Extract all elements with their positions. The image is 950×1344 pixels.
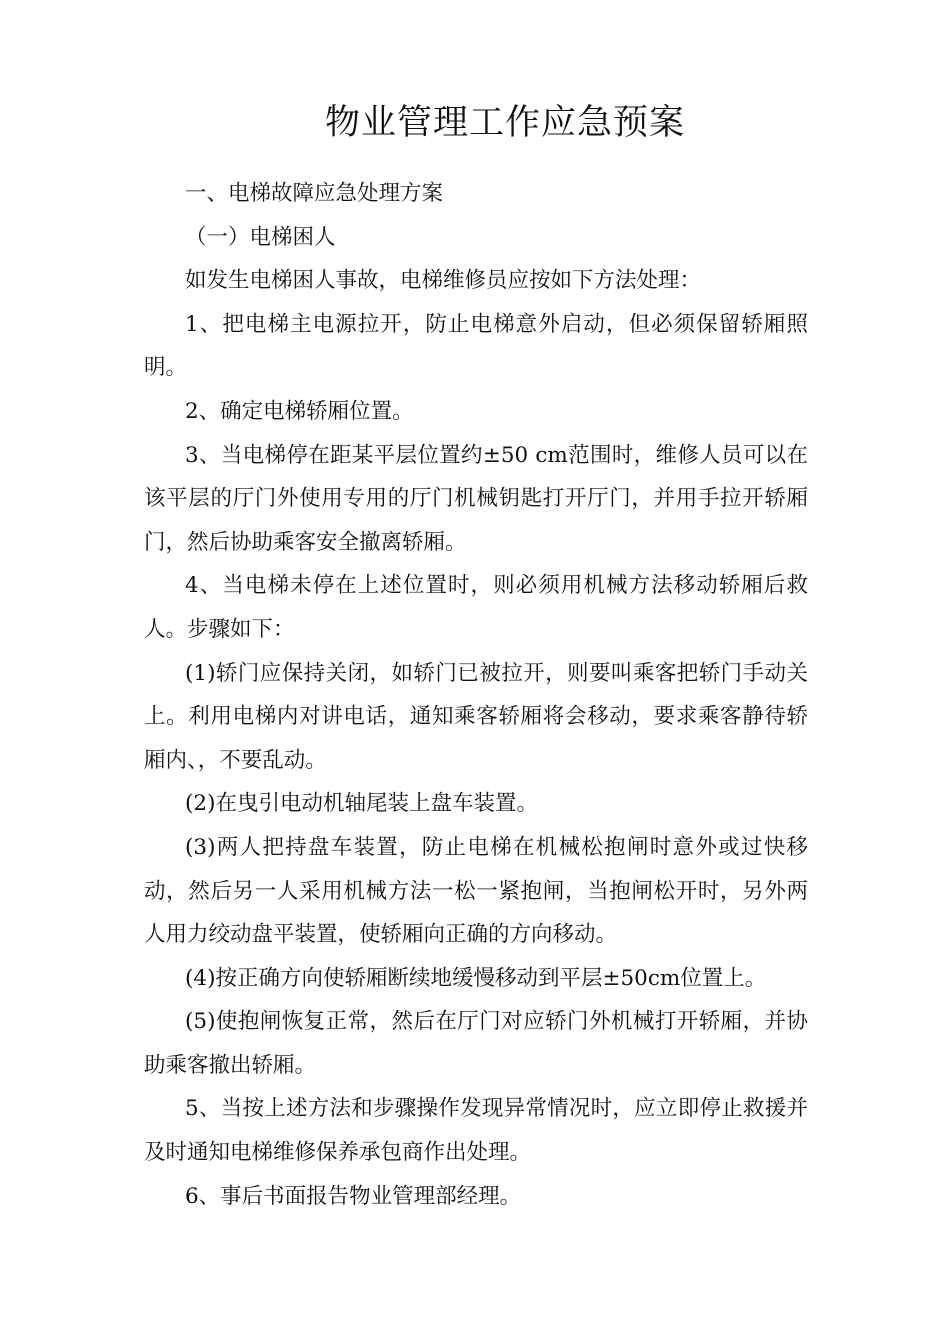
step-1: 1、把电梯主电源拉开，防止电梯意外启动，但必须保留轿厢照明。 [144,311,808,381]
step-2: 2、确定电梯轿厢位置。 [185,398,414,424]
paragraph: 如发生电梯困人事故，电梯维修员应按如下方法处理： [185,268,702,294]
substep-3: (3)两人把持盘车装置，防止电梯在机械松抱闸时意外或过快移动，然后另一人采用机械方法一松一紧抱闸，当抱闸松开时，另外两人用力绞动盘平装置，使轿厢向正确的方向移动。 [144,834,808,948]
subsection-heading: （一）电梯困人 [185,224,336,250]
step-4: 4、当电梯未停在上述位置时，则必须用机械方法移动轿厢后救人。步骤如下： [144,573,808,642]
document-body [144,172,808,1218]
substep-5: (5)使抱闸恢复正常，然后在厅门对应轿门外机械打开轿厢，并协助乘客撤出轿厢。 [144,1009,808,1078]
step-5: 5、当按上述方法和步骤操作发现异常情况时，应立即停止救援并及时通知电梯维修保养承包商作出处理。 [144,1096,808,1166]
step-3: 3、当电梯停在距某平层位置约±50 cm范围时，维修人员可以在该平层的厅门外使用专用的厅门机械钥匙打开厅门，并用手拉开轿厢门，然后协助乘客安全撤离轿厢。 [144,442,808,555]
section-heading: 一、电梯故障应急处理方案 [185,181,444,206]
step-6: 6、事后书面报告物业管理部经理。 [185,1183,522,1209]
substep-4: (4)按正确方向使轿厢断续地缓慢移动到平层±50cm位置上。 [185,965,767,991]
substep-2: (2)在曳引电动机轴尾装上盘车装置。 [185,791,538,817]
substep-1: (1)轿门应保持关闭，如轿门已被拉开，则要叫乘客把轿门手动关上。利用电梯内对讲电话，通知乘客轿厢将会移动，要求乘客静待轿厢内、，不要乱动。 [144,660,808,773]
document-title: 物业管理工作应急预案 [324,103,685,143]
